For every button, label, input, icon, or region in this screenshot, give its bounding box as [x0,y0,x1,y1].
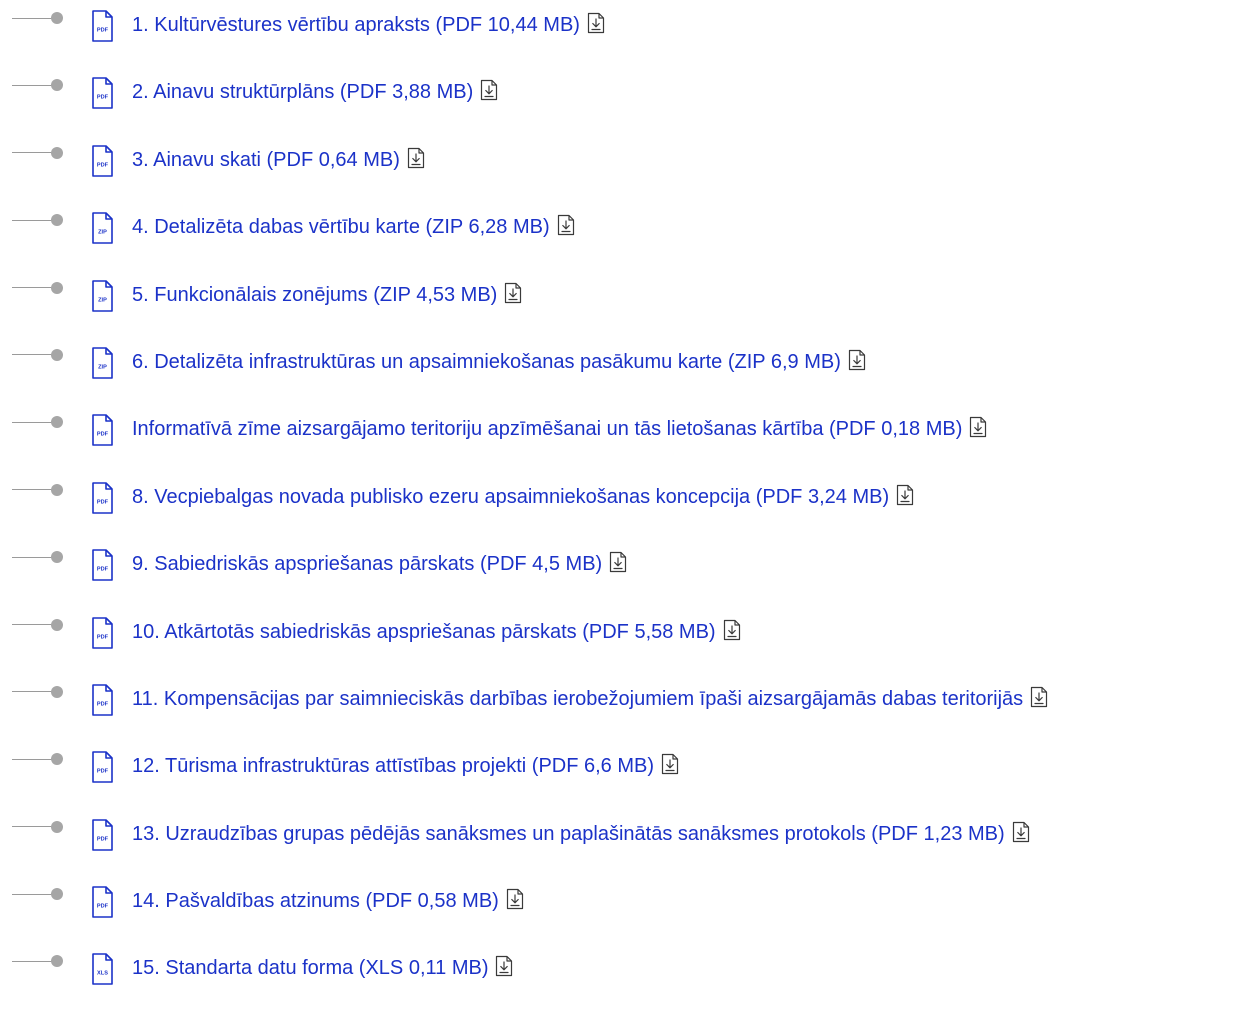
bullet-dot [51,551,63,563]
document-link[interactable] [132,618,741,646]
file-type-text: PDF [96,162,109,169]
file-type-text: PDF [96,634,109,641]
document-link[interactable] [132,281,522,309]
file-type-text: PDF [96,27,109,34]
bullet-dot [51,484,63,496]
pdf-file-icon[interactable] [84,76,116,110]
download-icon[interactable] [480,79,498,101]
pdf-file-icon[interactable] [84,548,116,582]
bullet-dot [51,147,63,159]
document-list-item [0,674,1243,741]
download-icon[interactable] [969,416,987,438]
download-icon[interactable] [661,753,679,775]
bullet-dot [51,888,63,900]
download-icon[interactable] [587,12,605,34]
bullet-dot [51,686,63,698]
bullet-line [12,894,52,895]
document-link-label: 13. Uzraudzības grupas pēdējās sanāksmes un paplašinātās sanāksmes protokols (PDF 1,23 MB) [132,822,1005,845]
file-type-text: PDF [96,768,109,775]
document-link-label: 3. Ainavu skati (PDF 0,64 MB) [132,148,400,171]
document-link-label: 15. Standarta datu forma (XLS 0,11 MB) [132,957,489,980]
document-link-label: 6. Detalizēta infrastruktūras un apsaimniekošanas pasākumu karte (ZIP 6,9 MB) [132,350,841,373]
download-icon[interactable] [557,214,575,236]
bullet-dot [51,282,63,294]
document-link[interactable] [132,78,498,106]
bullet-line [12,759,52,760]
bullet-line [12,18,52,19]
bullet-line [12,354,52,355]
pdf-file-icon[interactable] [84,750,116,784]
zip-file-icon[interactable] [84,346,116,380]
document-link[interactable] [132,146,425,174]
bullet-dot [51,12,63,24]
zip-file-icon[interactable] [84,211,116,245]
bullet-line [12,287,52,288]
file-type-text: ZIP [98,364,107,371]
download-icon[interactable] [506,888,524,910]
document-list-item [0,270,1243,337]
file-type-text: PDF [96,499,109,506]
bullet-line [12,85,52,86]
bullet-dot [51,955,63,967]
document-list-item [0,876,1243,943]
download-icon[interactable] [1012,821,1030,843]
file-type-text: PDF [96,566,109,573]
document-link-label: Informatīvā zīme aizsargājamo teritoriju apzīmēšanai un tās lietošanas kārtība (PDF 0,18 MB) [132,418,963,441]
bullet-line [12,220,52,221]
bullet-line [12,961,52,962]
document-list-item [0,337,1243,404]
bullet-line [12,152,52,153]
bullet-line [12,489,52,490]
document-link[interactable] [132,213,575,241]
pdf-file-icon[interactable] [84,413,116,447]
xls-file-icon[interactable] [84,952,116,986]
pdf-file-icon[interactable] [84,9,116,43]
bullet-dot [51,349,63,361]
document-link[interactable] [132,483,914,511]
file-type-text: PDF [96,701,109,708]
document-link-label: 2. Ainavu struktūrplāns (PDF 3,88 MB) [132,81,474,104]
file-type-text: ZIP [98,229,107,236]
file-type-text: PDF [96,94,109,101]
bullet-line [12,422,52,423]
bullet-dot [51,214,63,226]
download-icon[interactable] [1030,686,1048,708]
zip-file-icon[interactable] [84,279,116,313]
document-list-item [0,404,1243,471]
document-list-item [0,67,1243,134]
bullet-dot [51,753,63,765]
document-link-label: 5. Funkcionālais zonējums (ZIP 4,53 MB) [132,283,498,306]
document-link[interactable] [132,820,1030,848]
document-list-item [0,943,1243,1010]
document-link-label: 10. Atkārtotās sabiedriskās apspriešanas pārskats (PDF 5,58 MB) [132,620,716,643]
pdf-file-icon[interactable] [84,683,116,717]
download-icon[interactable] [896,484,914,506]
bullet-line [12,557,52,558]
file-type-text: PDF [96,836,109,843]
pdf-file-icon[interactable] [84,144,116,178]
document-list-item [0,741,1243,808]
document-link-label: 14. Pašvaldības atzinums (PDF 0,58 MB) [132,890,499,913]
bullet-dot [51,416,63,428]
document-link[interactable] [132,887,524,915]
bullet-dot [51,821,63,833]
document-link[interactable] [132,11,605,39]
file-type-text: XLS [97,970,108,977]
document-link-label: 11. Kompensācijas par saimnieciskās darbības ierobežojumiem īpaši aizsargājamās dabas teritorijās [132,687,1024,710]
download-icon[interactable] [495,955,513,977]
bullet-line [12,826,52,827]
document-link[interactable] [132,685,1048,713]
document-link-label: 12. Tūrisma infrastruktūras attīstības projekti (PDF 6,6 MB) [132,755,655,778]
document-list-item [0,539,1243,606]
pdf-file-icon[interactable] [84,481,116,515]
download-icon[interactable] [504,282,522,304]
file-type-text: PDF [96,903,109,910]
document-link-label: 8. Vecpiebalgas novada publisko ezeru apsaimniekošanas koncepcija (PDF 3,24 MB) [132,485,890,508]
download-icon[interactable] [609,551,627,573]
document-list-item [0,809,1243,876]
bullet-line [12,691,52,692]
document-list-item [0,607,1243,674]
document-link-label: 1. Kultūrvēstures vērtību apraksts (PDF 10,44 MB) [132,14,580,36]
document-list-item [0,135,1243,202]
document-link-label: 9. Sabiedriskās apspriešanas pārskats (PDF 4,5 MB) [132,553,603,576]
document-link-label: 4. Detalizēta dabas vērtību karte (ZIP 6,28 MB) [132,216,550,239]
document-link[interactable] [132,954,513,982]
bullet-line [12,624,52,625]
document-list-item [0,0,1243,67]
document-link[interactable] [132,348,866,376]
download-icon[interactable] [407,147,425,169]
file-type-text: ZIP [98,297,107,304]
pdf-file-icon[interactable] [84,885,116,919]
file-type-text: PDF [96,431,109,438]
download-icon[interactable] [848,349,866,371]
bullet-dot [51,619,63,631]
document-list-item [0,472,1243,539]
pdf-file-icon[interactable] [84,616,116,650]
document-link[interactable] [132,550,627,578]
document-list-item [0,202,1243,269]
bullet-dot [51,79,63,91]
pdf-file-icon[interactable] [84,818,116,852]
download-icon[interactable] [723,619,741,641]
document-link[interactable] [132,415,987,443]
document-link[interactable] [132,752,679,780]
